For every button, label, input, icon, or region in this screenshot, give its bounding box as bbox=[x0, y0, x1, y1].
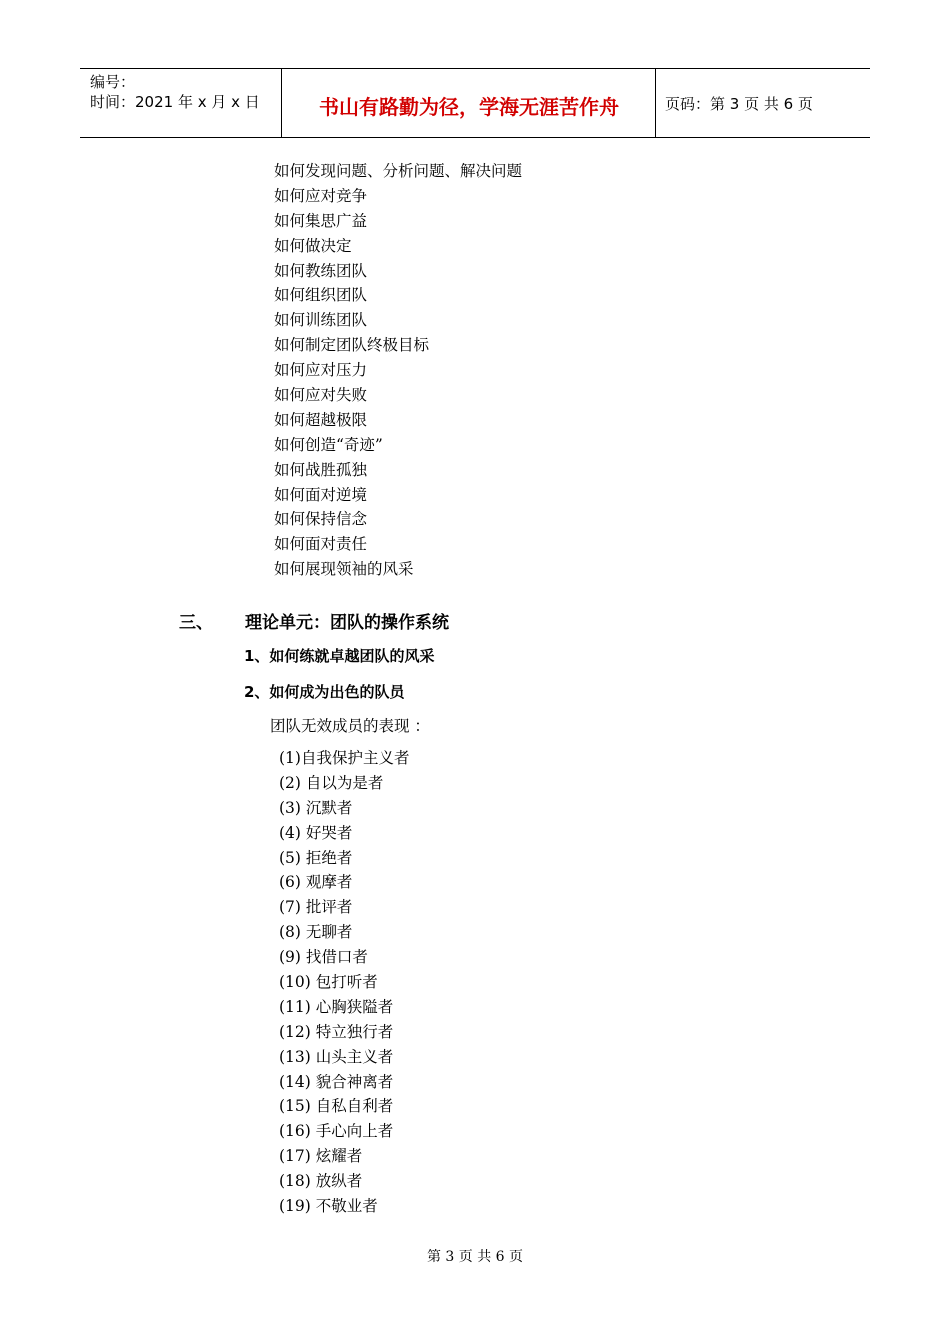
list-item: 如何发现问题、分析问题、解决问题 bbox=[274, 162, 523, 180]
list-item: (5) 拒绝者 bbox=[279, 848, 353, 867]
list-item: 如何应对失败 bbox=[274, 386, 368, 405]
how-to-list bbox=[274, 159, 522, 582]
list-item: 如何创造“奇迹” bbox=[274, 435, 383, 454]
subsection-heading-2: 2、如何成为出色的队员 bbox=[244, 683, 405, 701]
header-page-cell bbox=[656, 69, 870, 137]
list-item: 如何应对竞争 bbox=[274, 186, 368, 205]
header-motto-cell bbox=[282, 69, 656, 137]
list-item: 如何超越极限 bbox=[274, 410, 368, 429]
list-item: 如何训练团队 bbox=[274, 311, 368, 330]
document-time-label: 时间：2021 年 x 月 x 日 bbox=[90, 93, 260, 111]
list-item: (16) 手心向上者 bbox=[279, 1122, 394, 1141]
ineffective-members-list bbox=[279, 746, 409, 1219]
document-number-label: 编号： bbox=[90, 73, 136, 91]
list-item: 如何集思广益 bbox=[274, 211, 368, 230]
list-item: (8) 无聊者 bbox=[279, 923, 353, 942]
list-item: (11) 心胸狭隘者 bbox=[279, 997, 394, 1016]
list-item: (4) 好哭者 bbox=[279, 823, 353, 842]
list-item: (7) 批评者 bbox=[279, 898, 353, 917]
list-item: (14) 貌合神离者 bbox=[279, 1072, 394, 1091]
list-item: 如何面对责任 bbox=[274, 535, 368, 554]
list-item: (3) 沉默者 bbox=[279, 798, 353, 817]
list-item: 如何展现领袖的风采 bbox=[274, 560, 414, 579]
list-item: (17) 炫耀者 bbox=[279, 1147, 363, 1166]
list-item: 如何战胜孤独 bbox=[274, 460, 368, 479]
section-title: 理论单元：团队的操作系统 bbox=[245, 613, 449, 633]
list-item: (19) 不敬业者 bbox=[279, 1197, 378, 1216]
list-item: 如何做决定 bbox=[274, 236, 352, 255]
list-item: (10) 包打听者 bbox=[279, 973, 378, 992]
list-item: (13) 山头主义者 bbox=[279, 1047, 394, 1066]
page-header bbox=[80, 68, 870, 138]
list-item: 如何制定团队终极目标 bbox=[274, 336, 430, 355]
header-page-info: 页码：第 3 页 共 6 页 bbox=[665, 95, 813, 113]
list-item: 如何保持信念 bbox=[274, 510, 368, 529]
subsection-heading-1: 1、如何练就卓越团队的风采 bbox=[244, 647, 435, 665]
list-item: (6) 观摩者 bbox=[279, 873, 353, 892]
list-item: 如何教练团队 bbox=[274, 261, 368, 280]
list-item: (12) 特立独行者 bbox=[279, 1022, 394, 1041]
list-item: 如何面对逆境 bbox=[274, 485, 368, 504]
subsection-intro: 团队无效成员的表现 ： bbox=[270, 717, 430, 735]
list-item: (15) 自私自利者 bbox=[279, 1097, 394, 1116]
list-item: (18) 放纵者 bbox=[279, 1172, 363, 1191]
list-item: (9) 找借口者 bbox=[279, 948, 368, 967]
section-number: 三、 bbox=[179, 613, 213, 633]
header-meta-cell bbox=[80, 69, 282, 137]
header-motto: 书山有路勤为径，学海无涯苦作舟 bbox=[319, 95, 619, 119]
list-item: 如何应对压力 bbox=[274, 361, 368, 380]
page-footer: 第 3 页 共 6 页 bbox=[426, 1249, 524, 1265]
list-item: (2) 自以为是者 bbox=[279, 773, 384, 792]
list-item: (1)自我保护主义者 bbox=[279, 749, 410, 767]
list-item: 如何组织团队 bbox=[274, 286, 368, 305]
